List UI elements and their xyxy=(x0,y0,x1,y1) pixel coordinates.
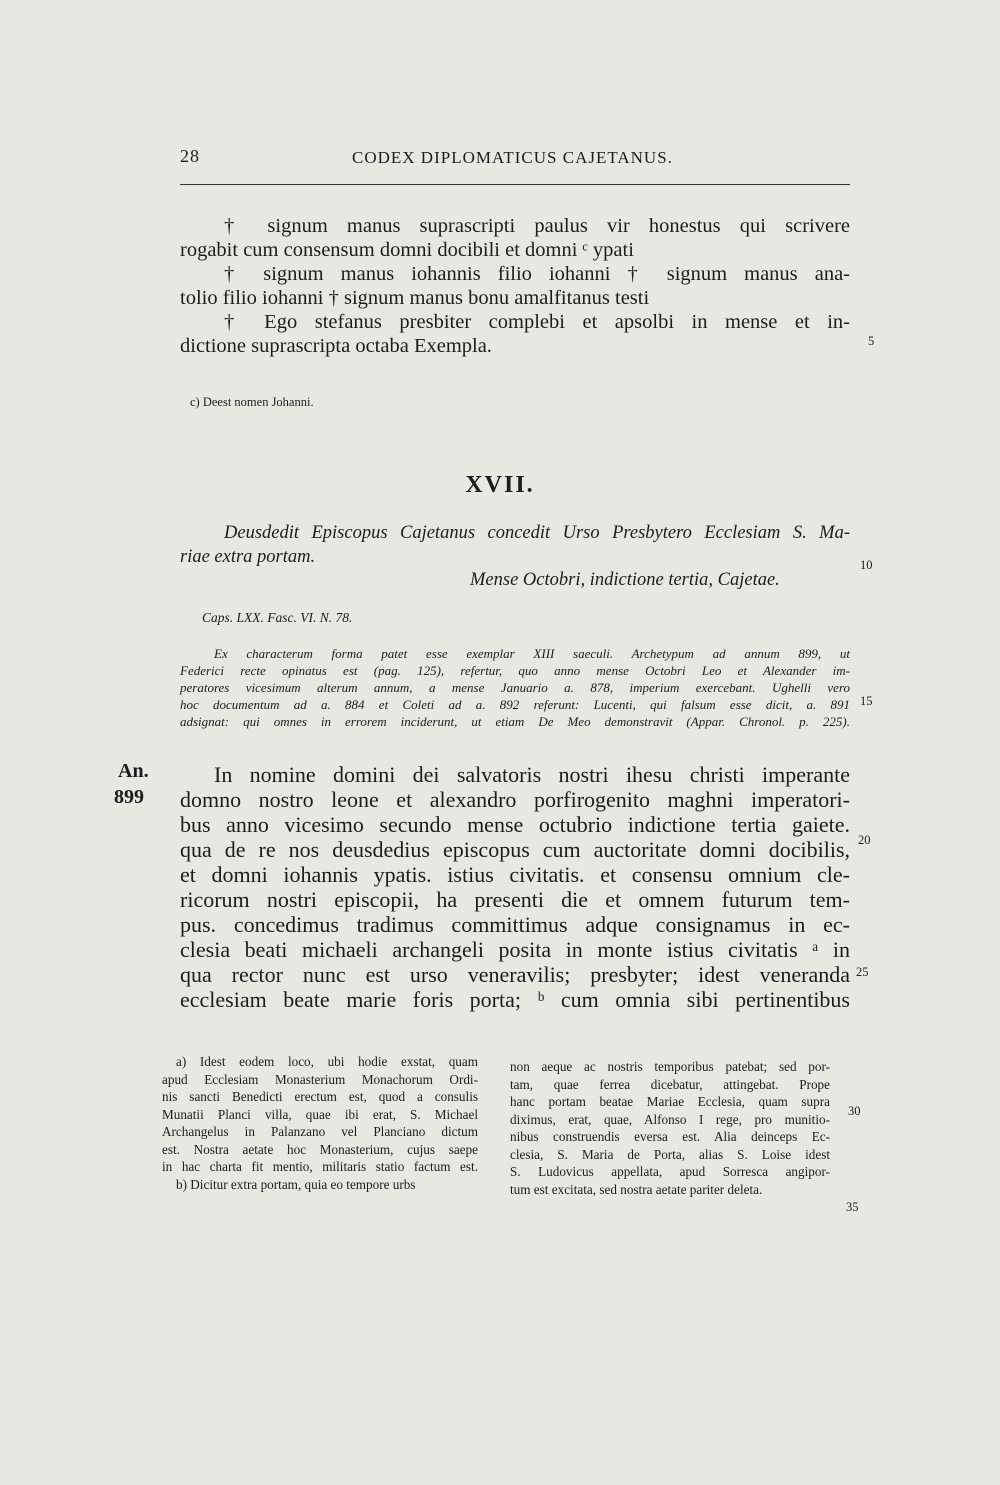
document-number: XVII. xyxy=(465,472,535,498)
header-rule xyxy=(180,184,850,185)
footnote-line: hanc portam beatae Mariae Ecclesia, quam supra xyxy=(510,1094,830,1109)
note-line: Federici recte opinatus est (pag. 125), refertur, quo anno mense Octobri Leo et Alexander im- xyxy=(180,663,850,678)
margin-line-number: 15 xyxy=(860,694,873,708)
page-number: 28 xyxy=(180,146,200,166)
margin-line-number: 5 xyxy=(868,334,875,348)
running-title: CODEX DIPLOMATICUS CAJETANUS. xyxy=(352,148,673,167)
body-line: qua de re nos deusdedius episcopus cum auctoritate domni docibilis, xyxy=(180,837,850,862)
body-line: et domni iohannis ypatis. istius civitatis. et consensu omnium cle- xyxy=(180,862,850,887)
footnote-line: Archangelus in Palanzano vel Planciano dictum xyxy=(162,1124,478,1139)
margin-line-number: 20 xyxy=(858,833,871,847)
note-line: peratores vicesimum alterum annum, a mense Januario a. 878, imperium exercebant. Ughelli vero xyxy=(180,680,850,695)
footnote-line: nis sancti Benedicti erectum est, quod a consulis xyxy=(162,1089,478,1104)
footnote-line: tam, quae ferrea dicebatur, attingebat. Prope xyxy=(510,1076,830,1092)
footnote-line: est. Nostra aetate hoc Monasterium, cujus saepe xyxy=(162,1141,478,1157)
margin-line-number: 10 xyxy=(860,558,873,572)
footnote-line: b) Dicitur extra portam, quia eo tempore urbs xyxy=(176,1176,416,1192)
rubric-line: riae extra portam. xyxy=(180,547,316,567)
footnote-line: in hac charta fit mentio, militaris statio factum est. xyxy=(162,1159,478,1174)
footnotes-left-column xyxy=(162,1053,478,1193)
body-line: In nomine domini dei salvatoris nostri ihesu christi imperante xyxy=(214,762,850,787)
footnote-line: apud Ecclesiam Monasterium Monachorum Ordi- xyxy=(162,1071,478,1087)
body-line: pus. concedimus tradimus committimus adque consignamus in ec- xyxy=(180,912,850,937)
footnote-c: c) Deest nomen Johanni. xyxy=(190,395,314,409)
text-line: dictione suprascripta octaba Exempla. xyxy=(180,335,492,357)
year-label-an: An. xyxy=(118,760,149,782)
footnote-line: a) Idest eodem loco, ubi hodie exstat, quam xyxy=(176,1054,478,1069)
note-line: adsignat: qui omnes in errorem inciderunt, ut etiam De Meo demonstravit (Appar. Chronol. p. 225). xyxy=(180,714,850,729)
body-line: qua rector nunc est urso veneravilis; presbyter; idest veneranda xyxy=(180,962,850,987)
charter-text xyxy=(180,762,850,1012)
year-label-number: 899 xyxy=(114,786,144,808)
text-line: † signum manus suprascripti paulus vir honestus qui scrivere xyxy=(224,215,850,237)
note-line: Ex characterum forma patet esse exemplar XIII saeculi. Archetypum ad annum 899, ut xyxy=(214,646,850,661)
rubric-line: Deusdedit Episcopus Cajetanus concedit Urso Presbytero Ecclesiam S. Ma- xyxy=(224,523,850,543)
body-line: bus anno vicesimo secundo mense octubrio indictione tertia gaiete. xyxy=(180,812,850,837)
text-line: rogabit cum consensum domni docibili et domni ᶜ ypati xyxy=(180,239,634,261)
footnote-line: S. Ludovicus appellata, apud Sorresca angipor- xyxy=(510,1164,830,1179)
date-line: Mense Octobri, indictione tertia, Cajetae. xyxy=(470,570,780,590)
text-line: tolio filio iohanni † signum manus bonu amalfitanus testi xyxy=(180,287,650,309)
note-line: hoc documentum ad a. 884 et Coleti ad a. 892 referunt: Lucenti, qui falsum esse dicit, a. 891 xyxy=(180,697,850,712)
top-text-block xyxy=(180,214,850,358)
footnote-line: diximus, erat, quae, Alfonso I rege, pro munitio- xyxy=(510,1111,830,1127)
text-line: † signum manus iohannis filio iohanni † signum manus ana- xyxy=(224,263,850,285)
margin-line-number: 25 xyxy=(856,965,869,979)
footnote-line: Munatii Planci villa, quae ibi erat, S. Michael xyxy=(162,1106,478,1122)
body-line: domno nostro leone et alexandro porfirogenito maghni imperatori- xyxy=(180,787,850,812)
footnote-line: clesia, S. Maria de Porta, alias S. Loise idest xyxy=(510,1146,830,1162)
footnote-line: tum est excitata, sed nostra aetate pariter deleta. xyxy=(510,1181,763,1197)
footnote-line: non aeque ac nostris temporibus patebat; sed por- xyxy=(510,1059,830,1074)
footnote-line: nibus construendis eversa est. Alia deinceps Ec- xyxy=(510,1129,830,1144)
archive-reference: Caps. LXX. Fasc. VI. N. 78. xyxy=(202,610,353,625)
body-line: ricorum nostri episcopii, ha presenti die et omnem futurum tem- xyxy=(180,887,850,912)
body-line: ecclesiam beate marie foris porta; ᵇ cum omnia sibi pertinentibus xyxy=(180,987,850,1012)
rubric xyxy=(180,521,850,569)
editor-note xyxy=(180,645,850,730)
text-line: † Ego stefanus presbiter complebi et apsolbi in mense et in- xyxy=(224,311,850,333)
margin-line-number: 30 xyxy=(848,1104,861,1118)
body-line: clesia beati michaeli archangeli posita in monte istius civitatis ᵃ in xyxy=(180,937,850,962)
margin-line-number: 35 xyxy=(846,1200,859,1214)
footnotes-right-column xyxy=(510,1058,830,1198)
